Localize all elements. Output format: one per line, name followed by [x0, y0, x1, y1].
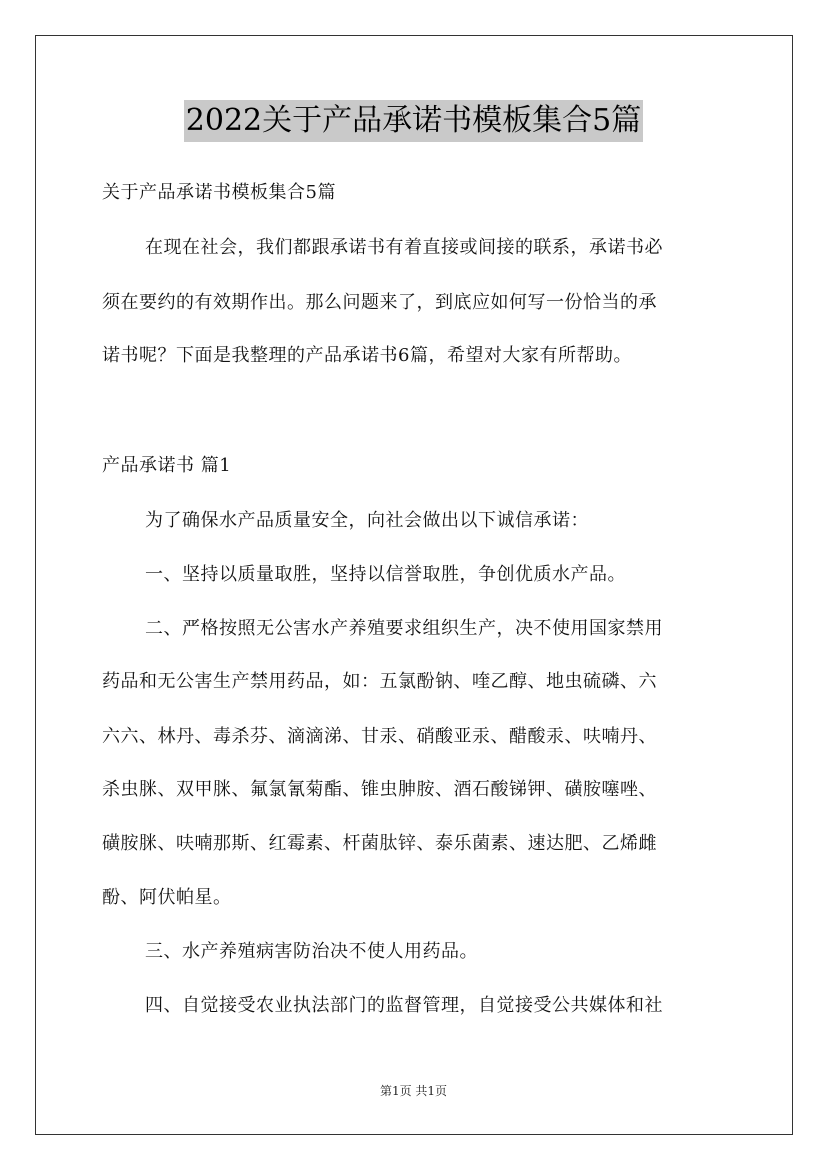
body-line: 一、坚持以质量取胜，坚持以信誉取胜，争创优质水产品。: [145, 564, 626, 585]
body-line: 杀虫脒、双甲脒、氟氯氰菊酯、锥虫胂胺、酒石酸锑钾、磺胺噻唑、: [102, 779, 657, 800]
body-line: 磺胺脒、呋喃那斯、红霉素、杆菌肽锌、泰乐菌素、速达肥、乙烯雌: [102, 833, 657, 854]
body-line: 四、自觉接受农业执法部门的监督管理，自觉接受公共媒体和社: [145, 995, 663, 1016]
intro-line: 诺书呢？下面是我整理的产品承诺书6篇，希望对大家有所帮助。: [102, 345, 632, 366]
body-line: 三、水产养殖病害防治决不使人用药品。: [145, 941, 478, 962]
body-line: 为了确保水产品质量安全，向社会做出以下诚信承诺：: [145, 510, 589, 531]
body-line: 二、严格按照无公害水产养殖要求组织生产，决不使用国家禁用: [145, 618, 663, 639]
body-line: 酚、阿伏帕星。: [102, 887, 232, 908]
document-title: 2022关于产品承诺书模板集合5篇: [184, 100, 643, 142]
title-container: [0, 100, 827, 142]
section-heading: 产品承诺书 篇1: [102, 455, 232, 476]
document-subtitle: 关于产品承诺书模板集合5篇: [102, 182, 336, 203]
page-footer: 第1页 共1页: [379, 1084, 448, 1098]
intro-line: 须在要约的有效期作出。那么问题来了，到底应如何写一份恰当的承: [102, 292, 657, 313]
body-line: 药品和无公害生产禁用药品，如：五氯酚钠、喹乙醇、地虫硫磷、六: [102, 671, 657, 692]
intro-line: 在现在社会，我们都跟承诺书有着直接或间接的联系，承诺书必: [145, 237, 663, 258]
body-line: 六六、林丹、毒杀芬、滴滴涕、甘汞、硝酸亚汞、醋酸汞、呋喃丹、: [102, 726, 657, 747]
